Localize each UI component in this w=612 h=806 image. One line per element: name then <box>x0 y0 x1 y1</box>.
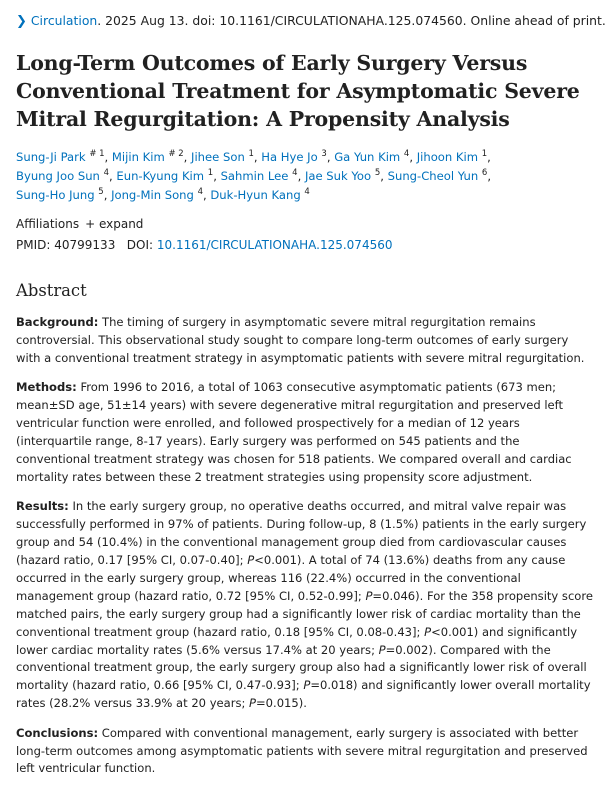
article-page <box>16 12 606 790</box>
author-link[interactable]: Jihee Son $^1$ <box>191 149 254 164</box>
abstract-heading: Abstract <box>16 281 87 300</box>
author-link[interactable]: Sung-Ji Park $^{\# 1}$ <box>16 149 105 164</box>
abstract-methods: Methods: From 1996 to 2016, a total of 1063 consecutive asymptomatic patients (673 men; mean±SD age, 51±14 years) with severe degenerative mitral regurgitation and preserved left ventricular function were enrolled, and followed prospectively for a median of 12 years (interquartile range, 8-17 years). Early surgery was performed on 545 patients and the conventional treatment strategy was chosen for 518 patients. We compared overall and cardiac mortality rates between these 2 treatment strategies using propensity score adjustment. <box>16 380 572 484</box>
citation-line <box>16 12 606 31</box>
author-link[interactable]: Ga Yun Kim $^4$ <box>334 149 410 164</box>
methods-label: Methods: <box>16 380 77 395</box>
author-link[interactable]: Jihoon Kim $^1$ <box>416 149 488 164</box>
abstract-body <box>16 314 596 778</box>
pmid-label: PMID: <box>16 238 51 252</box>
results-label: Results: <box>16 499 69 514</box>
author-link[interactable]: Sung-Cheol Yun $^6$ <box>387 168 488 183</box>
background-label: Background: <box>16 315 99 329</box>
affiliations-row <box>16 215 596 233</box>
expand-affiliations-button[interactable]: + expand <box>85 217 144 231</box>
doi-link[interactable]: 10.1161/CIRCULATIONAHA.125.074560 <box>156 238 393 252</box>
affiliations-label: Affiliations <box>16 217 80 231</box>
article-title: Long-Term Outcomes of Early Surgery Versus Conventional Treatment for Asymptomatic Severe Mitral Regurgitation: A Propensity Analysis <box>16 51 580 131</box>
abstract-background: Background: The timing of surgery in asymptomatic severe mitral regurgitation remains controversial. This observational study sought to compare long-term outcomes of early surgery with a conventional treatment strategy in asymptomatic patients with severe mitral regurgitation. <box>16 315 585 365</box>
author-list: Sung-Ji Park $^{\# 1}$, Mijin Kim $^{\# 2}$, Jihee Son $^1$, Ha Hye Jo $^3$, Ga Yun Kim $^4$, Jihoon Kim $^1$, Byung Joo Sun $^4$, Eun-Kyung Kim $^1$, Sahmin Lee $^4$, Jae Suk Yoo $^5$, Sung-Cheol Yun $^6$, Sung-Ho Jung $^5$, Jong-Min Song $^4$, Duk-Hyun Kang $^4$ <box>16 149 492 202</box>
abstract-results: Results: In the early surgery group, no operative deaths occurred, and mitral valve repair was successfully performed in 97% of patients. During follow-up, 8 (1.5%) patients in the early surgery group and 54 (10.4%) in the conventional management group died from cardiovascular causes (hazard ratio, 0.17 [95% CI, 0.07-0.40]; P<0.001). A total of 74 (13.6%) deaths from any cause occurred in the early surgery group, whereas 116 (22.4%) occurred in the conventional management group (hazard ratio, 0.72 [95% CI, 0.52-0.99]; P=0.046). For the 358 propensity score matched pairs, the early surgery group had a significantly lower risk of cardiac mortality than the conventional treatment group (hazard ratio, 0.18 [95% CI, 0.08-0.43]; P<0.001) and significantly lower cardiac mortality rates (5.6% versus 17.4% at 20 years; P=0.002). Compared with the conventional treatment group, the early surgery group also had a significantly lower risk of overall mortality (hazard ratio, 0.66 [95% CI, 0.47-0.93]; P=0.018) and significantly lower overall mortality rates (28.2% versus 33.9% at 20 years; P=0.015). <box>16 499 593 711</box>
chevron-right-icon[interactable]: ❯ <box>16 14 27 29</box>
author-link[interactable]: Sung-Ho Jung $^5$ <box>16 187 104 202</box>
author-link[interactable]: Mijin Kim $^{\# 2}$ <box>111 149 184 164</box>
author-link[interactable]: Jae Suk Yoo $^5$ <box>304 168 381 183</box>
identifiers-row <box>16 236 596 254</box>
author-link[interactable]: Duk-Hyun Kang $^4$ <box>210 187 310 202</box>
citation-details: . 2025 Aug 13. doi: 10.1161/CIRCULATIONAHA.125.074560. Online ahead of print. <box>97 13 606 28</box>
journal-link[interactable]: Circulation <box>30 13 98 28</box>
author-link[interactable]: Jong-Min Song $^4$ <box>111 187 203 202</box>
author-link[interactable]: Ha Hye Jo $^3$ <box>261 149 327 164</box>
author-link[interactable]: Eun-Kyung Kim $^1$ <box>116 168 214 183</box>
pmid-value: 40799133 <box>54 238 116 252</box>
conclusions-label: Conclusions: <box>16 725 99 740</box>
doi-label: DOI: <box>126 238 154 252</box>
author-link[interactable]: Sahmin Lee $^4$ <box>220 168 298 183</box>
abstract-conclusions: Conclusions: Compared with conventional management, early surgery is associated with better long-term outcomes among asymptomatic patients with severe mitral regurgitation and preserved left ventricular function. <box>16 725 588 776</box>
author-link[interactable]: Byung Joo Sun $^4$ <box>16 168 110 183</box>
